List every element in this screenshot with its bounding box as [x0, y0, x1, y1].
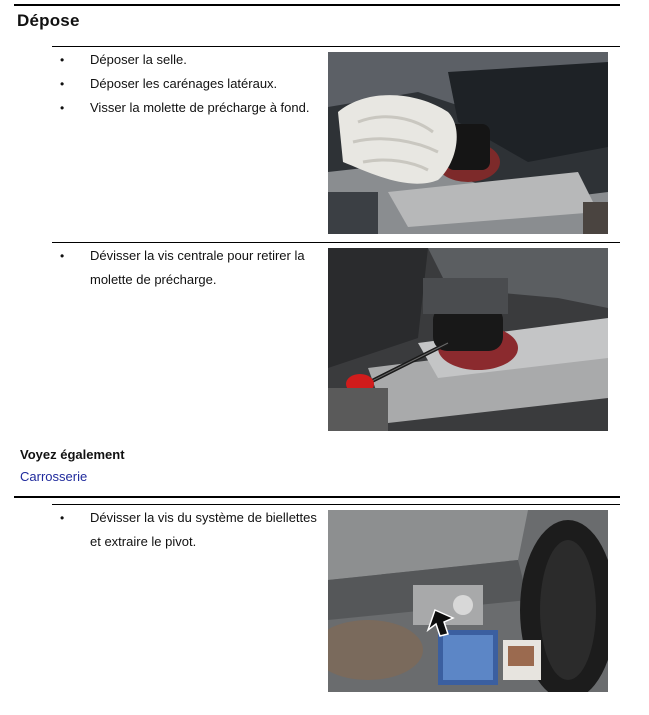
block3-steps	[60, 506, 325, 554]
photo-preload-knob-gloved-hand	[328, 52, 608, 234]
block2-steps	[60, 244, 325, 292]
bullet: •	[60, 53, 65, 67]
section-divider	[14, 496, 620, 498]
block1-steps	[60, 48, 325, 120]
step-item: • Déposer la selle.	[60, 48, 325, 72]
top-rule	[14, 4, 620, 6]
section-title: Dépose	[17, 11, 80, 30]
bullet: •	[60, 77, 65, 91]
step-item: • Dévisser la vis du système de biellettes et extraire le pivot.	[60, 506, 325, 554]
see-also-link-carrosserie[interactable]: Carrosserie	[20, 469, 88, 484]
photo-remove-center-screw	[328, 248, 608, 431]
block3-separator	[52, 504, 620, 505]
bullet: •	[60, 249, 65, 263]
bullet: •	[60, 101, 65, 115]
block2-separator	[52, 242, 620, 243]
step-item: • Dévisser la vis centrale pour retirer la molette de précharge.	[60, 244, 325, 292]
step-item: • Déposer les carénages latéraux.	[60, 72, 325, 96]
step-item: • Visser la molette de précharge à fond.	[60, 96, 325, 120]
bullet: •	[60, 511, 65, 525]
see-also-heading: Voyez également	[20, 447, 125, 462]
block1-separator	[52, 46, 620, 47]
photo-linkage-pivot	[328, 510, 608, 692]
